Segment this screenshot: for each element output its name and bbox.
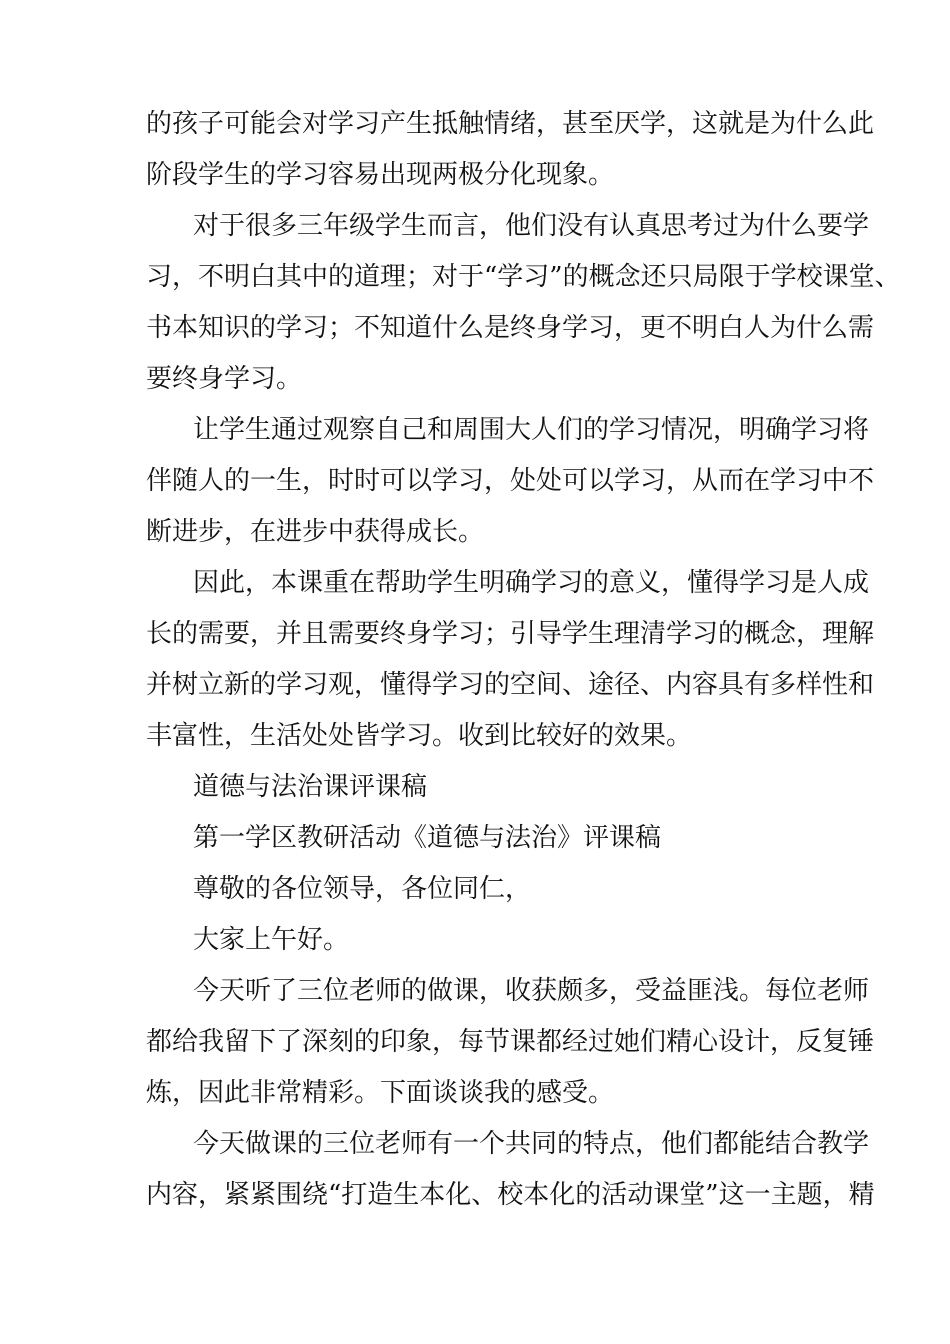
text-line: 习，不明白其中的道理；对于“学习”的概念还只局限于学校课堂、 [146,262,901,292]
text-line: 让学生通过观察自己和周围大人们的学习情况，明确学习将 [193,415,870,445]
text-line: 因此，本课重在帮助学生明确学习的意义，懂得学习是人成 [193,568,870,598]
text-line: 并树立新的学习观，懂得学习的空间、途径、内容具有多样性和 [146,670,875,700]
text-line: 长的需要，并且需要终身学习；引导学生理清学习的概念，理解 [146,619,875,649]
text-line: 今天听了三位老师的做课，收获颇多，受益匪浅。每位老师 [193,976,870,1006]
text-line: 要终身学习。 [146,364,303,394]
text-line: 的孩子可能会对学习产生抵触情绪，甚至厌学，这就是为什么此 [146,109,875,139]
greeting: 大家上午好。 [193,925,350,955]
text-line: 伴随人的一生，时时可以学习，处处可以学习，从而在学习中不 [146,466,875,496]
text-line: 都给我留下了深刻的印象，每节课都经过她们精心设计，反复锤 [146,1027,875,1057]
section-title: 道德与法治课评课稿 [193,772,428,802]
text-line: 断进步，在进步中获得成长。 [146,517,485,547]
text-line: 阶段学生的学习容易出现两极分化现象。 [146,160,615,190]
text-line: 内容，紧紧围绕“打造生本化、校本化的活动课堂”这一主题，精 [146,1180,875,1210]
text-line: 书本知识的学习；不知道什么是终身学习，更不明白人为什么需 [146,313,875,343]
salutation: 尊敬的各位领导，各位同仁， [193,874,532,904]
text-line: 丰富性，生活处处皆学习。收到比较好的效果。 [146,721,693,751]
text-line: 今天做课的三位老师有一个共同的特点，他们都能结合教学 [193,1129,870,1159]
text-line: 对于很多三年级学生而言，他们没有认真思考过为什么要学 [193,211,870,241]
text-line: 炼，因此非常精彩。下面谈谈我的感受。 [146,1078,615,1108]
subtitle: 第一学区教研活动《道德与法治》评课稿 [193,823,662,853]
